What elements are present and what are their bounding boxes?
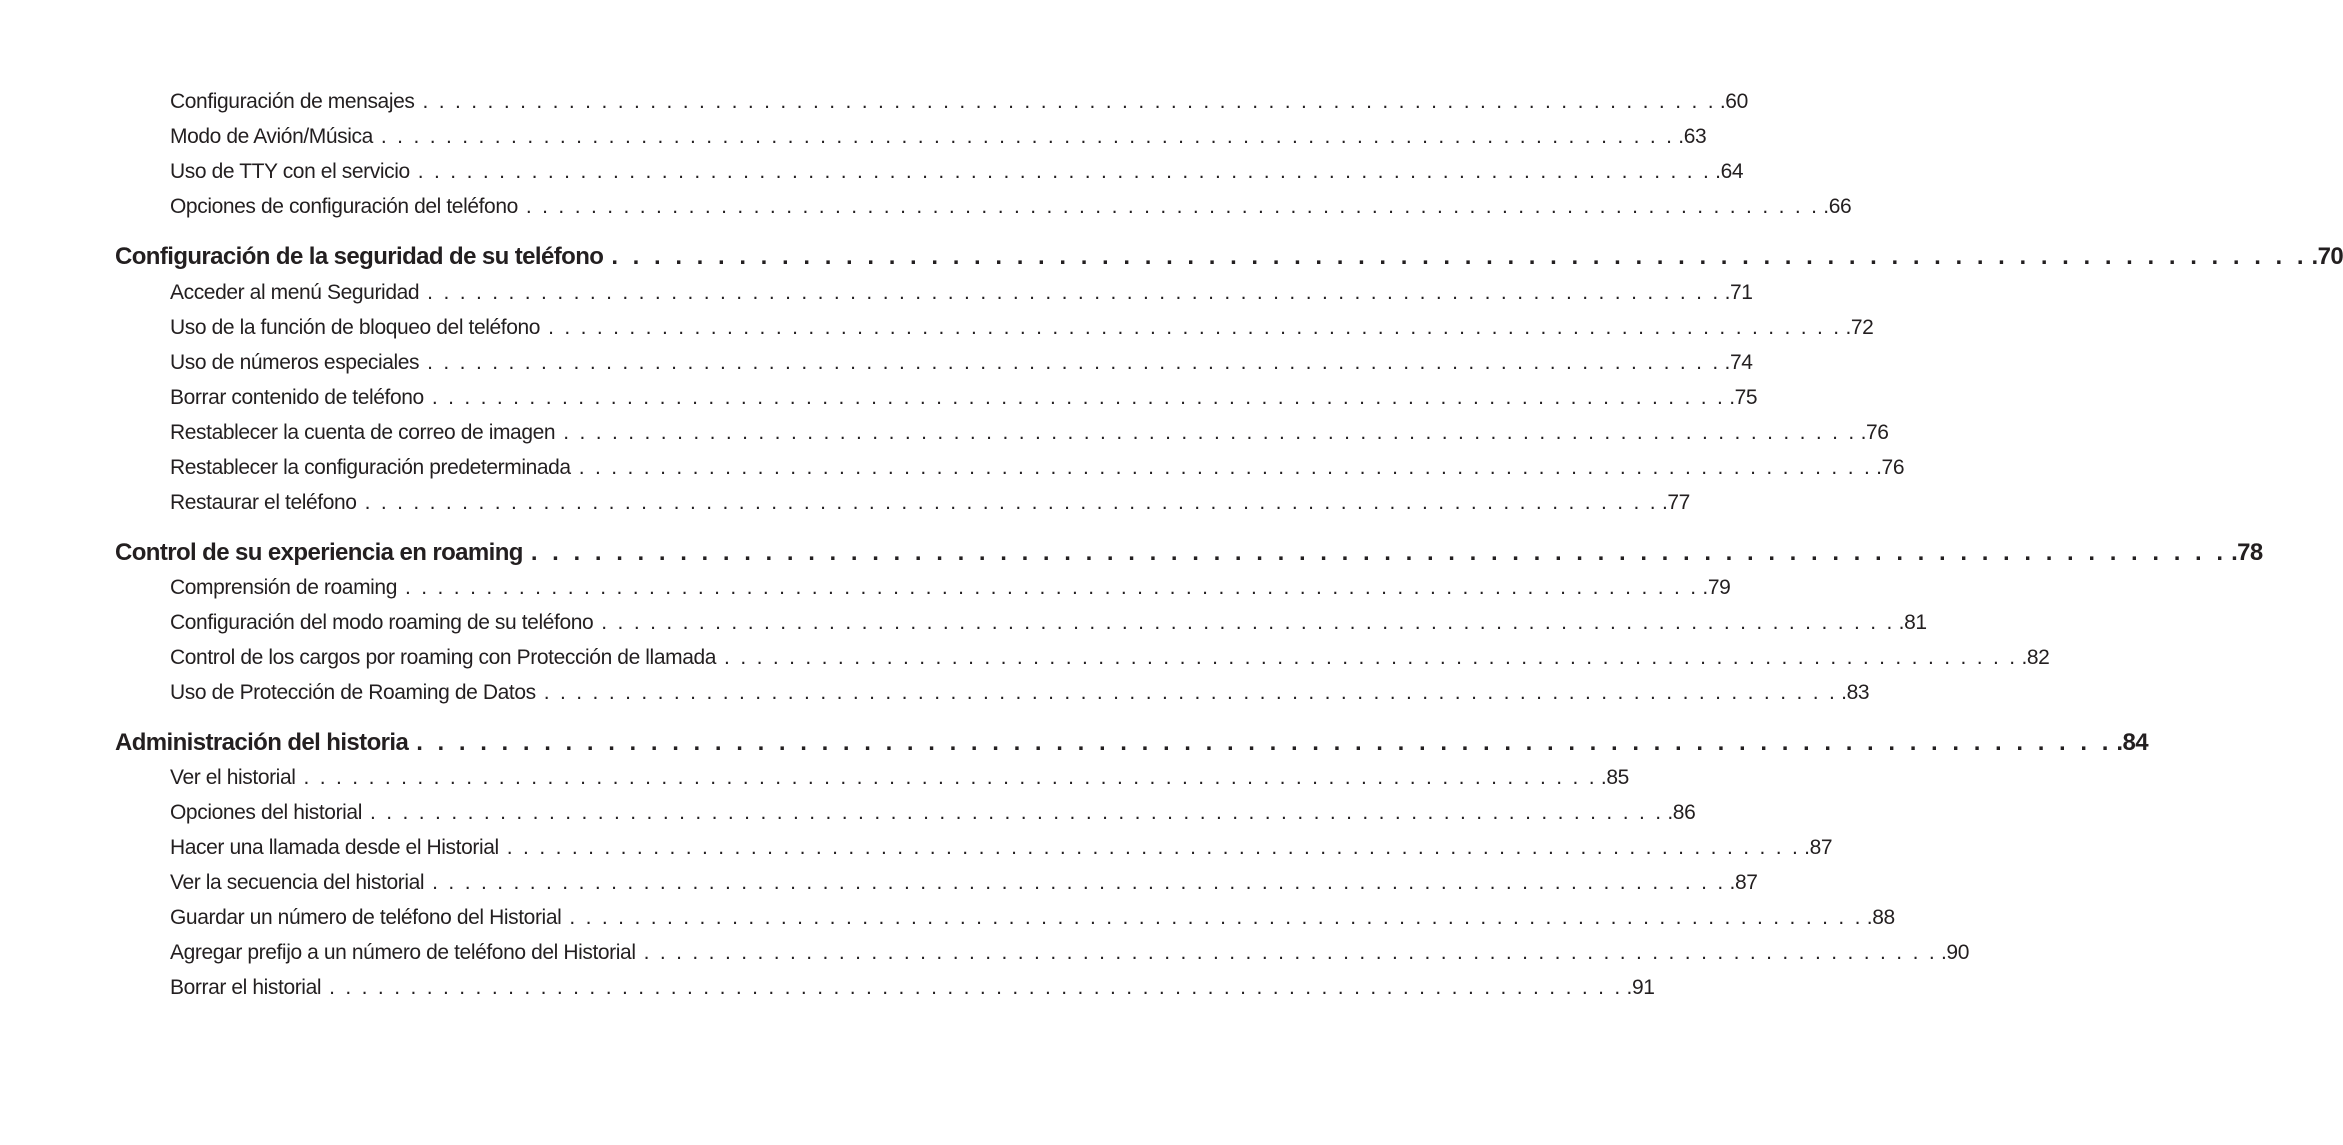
toc-entry-page: .70 (2311, 243, 2343, 270)
toc-entry-page: .81 (1898, 611, 1927, 634)
toc-entry-title: Ver el historial (170, 766, 296, 789)
toc-entry-title: Restablecer la cuenta de correo de imagen (170, 421, 556, 444)
toc-entry-page: .75 (1729, 386, 1758, 409)
toc-entry-page: .60 (1719, 90, 1748, 113)
dot-leader: . . . . . . . . . . . . . . . . . . . . . . . . . . . . . . . . . . . . . . . . . . . . . . . . . . . . . . . . . . . . . . . . . . . . . . . . . . . . . . . . (643, 941, 1937, 964)
dot-leader: . . . . . . . . . . . . . . . . . . . . . . . . . . . . . . . . . . . . . . . . . . . . . . . . . . . . . . . . . . . . . . . . . . . . . . . . . . . . . . . . (432, 871, 1726, 894)
toc-entry-page: .87 (1804, 836, 1833, 859)
toc-entry-title: Opciones de configuración del teléfono (170, 195, 518, 218)
toc-entry-page: .84 (2116, 729, 2148, 756)
toc-entry-title: Modo de Avión/Música (170, 125, 373, 148)
toc-entry-page: .82 (2021, 646, 2050, 669)
toc-entry-page: .77 (1661, 491, 1690, 514)
toc-entry (170, 125, 1707, 149)
toc-entry-page: .74 (1724, 351, 1753, 374)
dot-leader: . . . . . . . . . . . . . . . . . . . . . . . . . . . . . . . . . . . . . . . . . . . . . . . . . . . . . . . . . . . . . . . . . . . . . . . . . . . . . . . . (303, 766, 1597, 789)
toc-entry-title: Restablecer la configuración predeterminada (170, 456, 571, 479)
toc-entry-page: .76 (1876, 456, 1905, 479)
toc-entry (170, 611, 1927, 635)
dot-leader: . . . . . . . . . . . . . . . . . . . . . . . . . . . . . . . . . . . . . . . . . . . . . . . . . . . . . . . . . . . . . . . . . . . . . . . . . . . . . . . . (364, 491, 1658, 514)
toc-entry (170, 576, 1731, 600)
toc-entry-title: Ver la secuencia del historial (170, 871, 425, 894)
toc-entry (170, 976, 1655, 1000)
toc-entry-title: Configuración de mensajes (170, 90, 415, 113)
toc-entry-page: .88 (1866, 906, 1895, 929)
toc-entry-page: .72 (1845, 316, 1874, 339)
toc-section-entry (115, 729, 2148, 757)
toc-entry (170, 281, 1753, 305)
toc-entry-title: Configuración del modo roaming de su teléfono (170, 611, 594, 634)
toc-entry-title: Acceder al menú Seguridad (170, 281, 420, 304)
toc-entry-page: .90 (1940, 941, 1969, 964)
toc-entry-page: .91 (1626, 976, 1655, 999)
toc-entry (170, 160, 1744, 184)
dot-leader: . . . . . . . . . . . . . . . . . . . . . . . . . . . . . . . . . . . . . . . . . . . . . . . . . . . . . . . . . . . . . . . . . . . . . . . . . . . . . . . . (601, 611, 1895, 634)
toc-entry-title: Borrar el historial (170, 976, 322, 999)
dot-leader: . . . . . . . . . . . . . . . . . . . . . . . . . . . . . . . . . . . . . . . . . . . . . . . . . . . . . . . . . . . . . . . . . . . . . . . . . . . . . . . . (548, 316, 1842, 339)
dot-leader: . . . . . . . . . . . . . . . . . . . . . . . . . . . . . . . . . . . . . . . . . . . . . . . . . . . . . . . . . . . . . . . . . . . . . . . . . . . . . . . . (427, 281, 1721, 304)
dot-leader: . . . . . . . . . . . . . . . . . . . . . . . . . . . . . . . . . . . . . . . . . . . . . . . . . . . . . . . . . . . . . . . . . . . . . . . . . . . . . . . . (569, 906, 1863, 929)
toc-section-entry (115, 539, 2263, 567)
toc-entry-page: .64 (1715, 160, 1744, 183)
dot-leader: . . . . . . . . . . . . . . . . . . . . . . . . . . . . . . . . . . . . . . . . . . . . . . . . . . . . . . . . . . . . . . . . . . . . . . . . . . . . . . . . (422, 90, 1716, 113)
toc-entry (170, 351, 1753, 375)
dot-leader: . . . . . . . . . . . . . . . . . . . . . . . . . . . . . . . . . . . . . . . . . . . . . . . . . . . . . . . . . . . . . . . . . . . . . . . . . . . . . . . . (543, 681, 1838, 704)
toc-entry (170, 646, 2050, 670)
dot-leader: . . . . . . . . . . . . . . . . . . . . . . . . . . . . . . . . . . . . . . . . . . . . . . . . . . . . . . . . . . . . . . . . . . . . . . . . . . . . . . . . (724, 646, 2018, 669)
dot-leader: . . . . . . . . . . . . . . . . . . . . . . . . . . . . . . . . . . . . . . . . . . . . . . . . . . . . . . . . . . . . . . . . . . . . . . . . . . . . . . . . (563, 421, 1857, 444)
toc-entry-title: Borrar contenido de teléfono (170, 386, 424, 409)
toc-entry-title: Control de los cargos por roaming con Protección de llamada (170, 646, 717, 669)
toc-entry (170, 316, 1874, 340)
toc-entry-page: .78 (2231, 539, 2263, 566)
toc-entry-title: Restaurar el teléfono (170, 491, 357, 514)
toc-entry-page: .79 (1702, 576, 1731, 599)
toc-section-entry (115, 243, 2343, 271)
dot-leader: . . . . . . . . . . . . . . . . . . . . . . . . . . . . . . . . . . . . . . . . . . . . . . . . . . . . . . . . . . . . . . . . . . . . . . . . . . . . . . . . (380, 125, 1675, 148)
toc-entry (170, 836, 1833, 860)
toc-entry-title: Configuración de la seguridad de su teléfono (115, 243, 604, 270)
dot-leader: . . . . . . . . . . . . . . . . . . . . . . . . . . . . . . . . . . . . . . . . . . . . . . . . . . . . . . . . . . . . . . . . . . . . . . . . . . . . . . . . (611, 243, 2308, 270)
toc-entry-page: .66 (1823, 195, 1852, 218)
toc-entry-page: .87 (1729, 871, 1758, 894)
toc-entry (170, 681, 1870, 705)
toc-entry-title: Comprensión de roaming (170, 576, 397, 599)
toc-entry-title: Opciones del historial (170, 801, 362, 824)
toc-entry-title: Administración del historia (115, 729, 409, 756)
toc-entry-page: .71 (1724, 281, 1753, 304)
toc-entry-title: Hacer una llamada desde el Historial (170, 836, 499, 859)
toc-entry (170, 90, 1748, 114)
toc-entry (170, 871, 1758, 895)
dot-leader: . . . . . . . . . . . . . . . . . . . . . . . . . . . . . . . . . . . . . . . . . . . . . . . . . . . . . . . . . . . . . . . . . . . . . . . . . . . . . . . . (506, 836, 1801, 859)
dot-leader: . . . . . . . . . . . . . . . . . . . . . . . . . . . . . . . . . . . . . . . . . . . . . . . . . . . . . . . . . . . . . . . . . . . . . . . . . . . . . . . . (431, 386, 1726, 409)
toc-entry-page: .85 (1600, 766, 1629, 789)
toc-entry-page: .76 (1860, 421, 1889, 444)
toc-entry-page: .83 (1841, 681, 1870, 704)
toc-entry (170, 766, 1629, 790)
toc-entry (170, 195, 1852, 219)
toc-entry-title: Uso de TTY con el servicio (170, 160, 410, 183)
dot-leader: . . . . . . . . . . . . . . . . . . . . . . . . . . . . . . . . . . . . . . . . . . . . . . . . . . . . . . . . . . . . . . . . . . . . . . . . . . . . . . . . (416, 729, 2113, 756)
dot-leader: . . . . . . . . . . . . . . . . . . . . . . . . . . . . . . . . . . . . . . . . . . . . . . . . . . . . . . . . . . . . . . . . . . . . . . . . . . . . . . . . (530, 539, 2228, 566)
toc-entry (170, 801, 1696, 825)
toc-entry (170, 456, 1905, 480)
toc-entry (170, 491, 1690, 515)
toc-entry-title: Uso de la función de bloqueo del teléfono (170, 316, 541, 339)
dot-leader: . . . . . . . . . . . . . . . . . . . . . . . . . . . . . . . . . . . . . . . . . . . . . . . . . . . . . . . . . . . . . . . . . . . . . . . . . . . . . . . . (427, 351, 1721, 374)
toc-entry-title: Uso de números especiales (170, 351, 420, 374)
dot-leader: . . . . . . . . . . . . . . . . . . . . . . . . . . . . . . . . . . . . . . . . . . . . . . . . . . . . . . . . . . . . . . . . . . . . . . . . . . . . . . . . (525, 195, 1820, 218)
toc-entry (170, 906, 1895, 930)
dot-leader: . . . . . . . . . . . . . . . . . . . . . . . . . . . . . . . . . . . . . . . . . . . . . . . . . . . . . . . . . . . . . . . . . . . . . . . . . . . . . . . . (405, 576, 1699, 599)
toc-entry-title: Control de su experiencia en roaming (115, 539, 523, 566)
toc-entry-title: Agregar prefijo a un número de teléfono del Historial (170, 941, 636, 964)
toc-entry-page: .86 (1667, 801, 1696, 824)
dot-leader: . . . . . . . . . . . . . . . . . . . . . . . . . . . . . . . . . . . . . . . . . . . . . . . . . . . . . . . . . . . . . . . . . . . . . . . . . . . . . . . . (369, 801, 1664, 824)
toc-entry (170, 421, 1889, 445)
toc-entry-title: Uso de Protección de Roaming de Datos (170, 681, 536, 704)
toc-entry (170, 386, 1758, 410)
toc-entry-page: .63 (1678, 125, 1707, 148)
toc-entry-title: Guardar un número de teléfono del Historial (170, 906, 562, 929)
dot-leader: . . . . . . . . . . . . . . . . . . . . . . . . . . . . . . . . . . . . . . . . . . . . . . . . . . . . . . . . . . . . . . . . . . . . . . . . . . . . . . . . (578, 456, 1873, 479)
dot-leader: . . . . . . . . . . . . . . . . . . . . . . . . . . . . . . . . . . . . . . . . . . . . . . . . . . . . . . . . . . . . . . . . . . . . . . . . . . . . . . . . (329, 976, 1623, 999)
toc-entry (170, 941, 1969, 965)
dot-leader: . . . . . . . . . . . . . . . . . . . . . . . . . . . . . . . . . . . . . . . . . . . . . . . . . . . . . . . . . . . . . . . . . . . . . . . . . . . . . . . . (417, 160, 1712, 183)
